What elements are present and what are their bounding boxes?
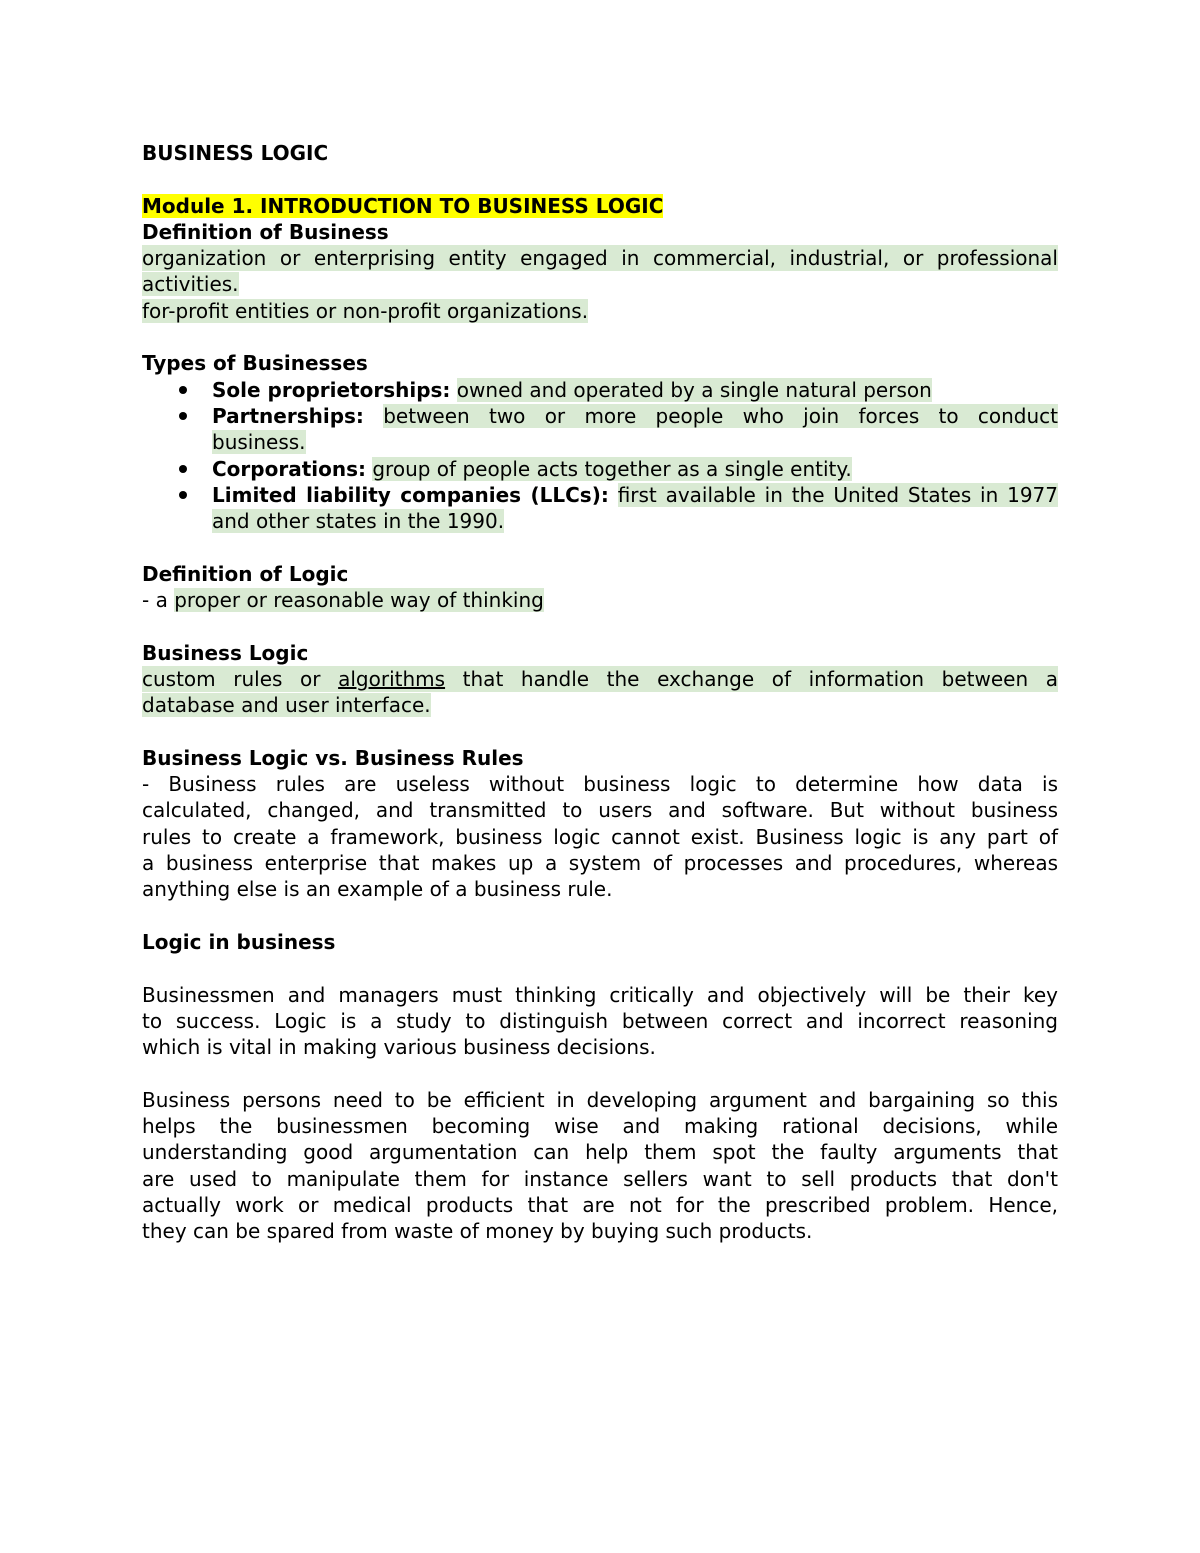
business-logic-line2	[142, 692, 1058, 718]
type-term: Limited liability companies (LLCs):	[212, 482, 609, 507]
logic-in-business-para2-line: actually work or medical products that are not for the prescribed problem. Hence,	[142, 1192, 1058, 1217]
spacer	[142, 903, 1058, 929]
type-term: Partnerships:	[212, 403, 364, 428]
spacer	[142, 534, 1058, 560]
document-page	[142, 140, 1058, 1244]
logic-in-business-heading: Logic in business	[142, 929, 336, 954]
list-item	[142, 456, 1058, 482]
type-desc: group of people acts together as a single entity.	[372, 456, 852, 481]
definition-business-line2	[142, 271, 1058, 297]
definition-business-line3-text: for-profit entities or non-profit organizations.	[142, 298, 589, 323]
type-row	[212, 377, 1058, 403]
definition-logic-text	[142, 587, 1058, 613]
type-row	[212, 482, 1058, 508]
logic-in-business-para1-line: Businessmen and managers must thinking critically and objectively will be their key	[142, 982, 1058, 1007]
logic-vs-rules-line: a business enterprise that makes up a system of processes and procedures, whereas	[142, 851, 1058, 876]
list-item	[142, 482, 1058, 535]
spacer	[142, 955, 1058, 981]
type-row-continued	[212, 508, 1058, 534]
logic-in-business-para1-line: to success. Logic is a study to distinguish between correct and incorrect reasoning	[142, 1008, 1058, 1033]
bullet-icon	[179, 386, 187, 394]
logic-vs-rules-line: anything else is an example of a business rule.	[142, 877, 613, 902]
type-desc: first available in the United States in 1977	[617, 482, 1059, 507]
logic-vs-rules-line: - Business rules are useless without business logic to determine how data is	[142, 772, 1058, 797]
bullet-icon	[179, 465, 187, 473]
module-heading	[142, 193, 1058, 219]
document-title: BUSINESS LOGIC	[142, 141, 329, 165]
business-logic-pre: custom rules or	[142, 666, 339, 691]
logic-in-business-para2-line: understanding good argumentation can help them spot the faulty arguments that	[142, 1140, 1058, 1165]
definition-business-line1: organization or enterprising entity engaged in commercial, industrial, or professional	[142, 246, 1058, 271]
type-desc-continued: and other states in the 1990.	[212, 509, 505, 534]
types-list	[142, 377, 1058, 535]
spacer	[142, 324, 1058, 350]
logic-vs-rules-line: rules to create a framework, business logic cannot exist. Business logic is any part of	[142, 824, 1058, 849]
definition-logic-heading: Definition of Logic	[142, 561, 349, 586]
module-heading-text: Module 1. INTRODUCTION TO BUSINESS LOGIC	[142, 193, 664, 218]
list-item	[142, 377, 1058, 403]
spacer	[142, 719, 1058, 745]
definition-logic-prefix: - a	[142, 588, 175, 613]
type-row	[212, 456, 1058, 482]
type-term: Sole proprietorships:	[212, 377, 451, 402]
logic-vs-rules-line: calculated, changed, and transmitted to users and software. But without business	[142, 798, 1058, 823]
logic-vs-rules-heading: Business Logic vs. Business Rules	[142, 745, 524, 770]
bullet-icon	[179, 491, 187, 499]
algorithms-link[interactable]: algorithms	[338, 666, 446, 691]
type-desc-continued: business.	[212, 430, 306, 455]
logic-in-business-para2-line: Business persons need to be efficient in developing argument and bargaining so this	[142, 1087, 1058, 1112]
logic-in-business-para2-line: they can be spared from waste of money by buying such products.	[142, 1219, 813, 1244]
business-logic-line1	[142, 666, 1058, 692]
definition-business-line3	[142, 298, 1058, 324]
type-row	[212, 403, 1058, 429]
logic-in-business-para2-line: helps the businessmen becoming wise and making rational decisions, while	[142, 1113, 1058, 1138]
type-row-continued	[212, 429, 1058, 455]
definition-business-heading: Definition of Business	[142, 219, 389, 244]
definition-business-line2-text: activities.	[142, 272, 239, 297]
business-logic-heading: Business Logic	[142, 640, 309, 665]
business-logic-post: that handle the exchange of information between a	[445, 666, 1058, 691]
type-term: Corporations:	[212, 456, 366, 481]
logic-in-business-para1-line: which is vital in making various business decisions.	[142, 1035, 656, 1060]
type-desc: owned and operated by a single natural person	[456, 377, 932, 402]
spacer	[142, 1060, 1058, 1086]
definition-logic-body: proper or reasonable way of thinking	[174, 588, 544, 613]
spacer	[142, 613, 1058, 639]
type-desc: between two or more people who join forces to conduct	[383, 403, 1058, 428]
logic-in-business-para2-line: are used to manipulate them for instance sellers want to sell products that don't	[142, 1166, 1058, 1191]
bullet-icon	[179, 412, 187, 420]
business-logic-line2-text: database and user interface.	[142, 693, 431, 718]
types-heading: Types of Businesses	[142, 351, 368, 376]
list-item	[142, 403, 1058, 456]
